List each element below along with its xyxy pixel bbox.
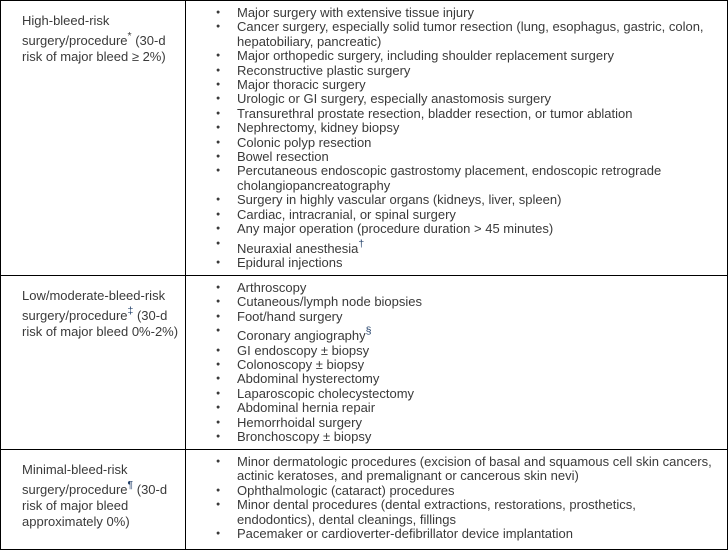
- list-item-text: Minor dermatologic procedures (excision of basal and squamous cell skin cancers, actinic keratoses, and premalignant or cancerous skin nevi): [237, 454, 712, 484]
- bullet-icon: ●: [216, 23, 221, 31]
- list-item: [186, 222, 715, 236]
- footnote-marker: †: [358, 237, 365, 250]
- list-item-text: Bronchoscopy ± biopsy: [237, 429, 372, 445]
- procedure-list-minimal: [186, 455, 715, 541]
- bullet-icon: ●: [216, 95, 221, 103]
- list-item: [186, 430, 715, 444]
- list-item-text: Reconstructive plastic surgery: [237, 62, 411, 78]
- list-item-text: Neuraxial anesthesia: [237, 240, 359, 256]
- list-item-text: Hemorrhoidal surgery: [237, 414, 362, 430]
- bullet-icon: ●: [216, 458, 221, 465]
- procedures-content-low-moderate: [186, 276, 727, 448]
- list-item: [186, 6, 715, 20]
- list-item-text: Abdominal hernia repair: [237, 400, 376, 416]
- bullet-icon: ●: [216, 210, 221, 218]
- list-item-text: Any major operation (procedure duration > 45 minutes): [237, 221, 554, 237]
- list-item-text: Cancer surgery, especially solid tumor resection (lung, esophagus, gastric, colon, hepatobiliary, pancreatic): [237, 19, 704, 49]
- list-item: [186, 455, 715, 484]
- footnote-marker-asterisk: *: [127, 30, 132, 42]
- bullet-icon: ●: [216, 389, 221, 397]
- list-item: [186, 92, 715, 106]
- bullet-icon: ●: [216, 404, 221, 412]
- bullet-icon: ●: [216, 298, 221, 306]
- table-row-minimal-bleed-risk: [1, 450, 728, 550]
- list-item: [186, 498, 715, 527]
- list-item: [186, 107, 715, 121]
- list-item: [186, 401, 715, 415]
- list-item-text: GI endoscopy ± biopsy: [237, 342, 370, 358]
- list-item: [186, 64, 715, 78]
- list-item: [186, 121, 715, 135]
- list-item-text: Epidural injections: [237, 254, 343, 270]
- list-item-text: Major thoracic surgery: [237, 77, 366, 93]
- procedure-list-low-moderate: [186, 281, 715, 444]
- list-item-text: Transurethral prostate resection, bladder resection, or tumor ablation: [237, 105, 633, 121]
- bullet-icon: ●: [216, 52, 221, 60]
- list-item: [186, 344, 715, 358]
- list-item-text: Cardiac, intracranial, or spinal surgery: [237, 206, 456, 222]
- list-item: [186, 324, 715, 343]
- category-text: Low/moderate-bleed-risk: [22, 288, 166, 303]
- risk-category-label-high: [1, 1, 185, 71]
- list-item: [186, 372, 715, 386]
- bullet-icon: ●: [216, 418, 221, 426]
- procedures-cell-minimal: [186, 450, 728, 550]
- list-item: [186, 484, 715, 498]
- category-text: Minimal-bleed-risk: [22, 462, 128, 477]
- bullet-icon: ●: [216, 530, 221, 538]
- bullet-icon: ●: [216, 346, 221, 354]
- bullet-icon: ●: [216, 9, 221, 16]
- category-text: surgery/procedure: [22, 482, 128, 497]
- list-item: [186, 208, 715, 222]
- risk-category-cell-minimal: [1, 450, 186, 550]
- list-item: [186, 281, 715, 295]
- list-item-text: Foot/hand surgery: [237, 308, 343, 324]
- list-item: [186, 136, 715, 150]
- list-item-text: Pacemaker or cardioverter-defibrillator device implantation: [237, 526, 573, 542]
- bullet-icon: ●: [216, 284, 221, 291]
- list-item-text: Colonic polyp resection: [237, 134, 372, 150]
- list-item-text: Arthroscopy: [237, 280, 307, 295]
- category-detail: (30-d risk of major bleed ≥ 2%): [22, 33, 166, 64]
- procedures-cell-low-moderate: [186, 276, 728, 450]
- bullet-icon: ●: [216, 138, 221, 146]
- footnote-marker-double-dagger: ‡: [127, 305, 134, 317]
- list-item-text: Nephrectomy, kidney biopsy: [237, 120, 400, 136]
- list-item-text: Colonoscopy ± biopsy: [237, 357, 365, 373]
- bullet-icon: ●: [216, 239, 221, 247]
- list-item-text: Surgery in highly vascular organs (kidneys, liver, spleen): [237, 192, 562, 208]
- bullet-icon: ●: [216, 196, 221, 204]
- risk-category-label-low-moderate: [1, 276, 185, 346]
- list-item: [186, 193, 715, 207]
- list-item: [186, 295, 715, 309]
- list-item-text: Cutaneous/lymph node biopsies: [237, 294, 423, 310]
- list-item-text: Urologic or GI surgery, especially anastomosis surgery: [237, 91, 552, 107]
- procedure-list-high: [186, 6, 715, 270]
- list-item: [186, 150, 715, 164]
- list-item-text: Percutaneous endoscopic gastrostomy placement, endoscopic retrograde cholangiopancreatography: [237, 163, 662, 193]
- list-item-text: Major surgery with extensive tissue injury: [237, 5, 474, 20]
- bullet-icon: ●: [216, 109, 221, 117]
- category-text: surgery/procedure: [22, 308, 128, 323]
- table-row-low-moderate-bleed-risk: [1, 276, 728, 450]
- footnote-marker: §: [365, 325, 372, 338]
- list-item: [186, 164, 715, 193]
- list-item: [186, 78, 715, 92]
- list-item-text: Minor dental procedures (dental extractions, restorations, prosthetics, endodontics), dental cleanings, fillings: [237, 497, 636, 527]
- risk-category-cell-low-moderate: [1, 276, 186, 450]
- bullet-icon: ●: [216, 361, 221, 369]
- list-item: [186, 358, 715, 372]
- list-item: [186, 49, 715, 63]
- list-item-text: Ophthalmologic (cataract) procedures: [237, 482, 455, 498]
- bullet-icon: ●: [216, 327, 221, 335]
- bullet-icon: ●: [216, 225, 221, 233]
- category-detail: (30-d risk of major bleed 0%-2%): [22, 308, 179, 339]
- list-item-text: Bowel resection: [237, 149, 329, 165]
- table-row-high-bleed-risk: [1, 1, 728, 276]
- bullet-icon: ●: [216, 433, 221, 441]
- list-item: [186, 387, 715, 401]
- bullet-icon: ●: [216, 312, 221, 320]
- list-item-text: Major orthopedic surgery, including shoulder replacement surgery: [237, 48, 614, 64]
- list-item: [186, 256, 715, 270]
- procedures-content-minimal: [186, 450, 727, 545]
- list-item: [186, 237, 715, 256]
- list-item: [186, 416, 715, 430]
- list-item: [186, 527, 715, 541]
- bullet-icon: ●: [216, 66, 221, 74]
- bullet-icon: ●: [216, 124, 221, 132]
- footnote-marker-pilcrow: ¶: [127, 479, 134, 491]
- category-detail: (30-d risk of major bleed approximately 0%): [22, 482, 168, 529]
- list-item-text: Coronary angiography: [237, 328, 366, 344]
- bullet-icon: ●: [216, 258, 221, 266]
- bullet-icon: ●: [216, 153, 221, 161]
- list-item: [186, 20, 715, 49]
- risk-category-label-minimal: [1, 450, 185, 536]
- bullet-icon: ●: [216, 167, 221, 175]
- bullet-icon: ●: [216, 375, 221, 383]
- procedures-content-high: [186, 1, 727, 274]
- risk-category-cell-high: [1, 1, 186, 276]
- procedures-cell-high: [186, 1, 728, 276]
- category-text: surgery/procedure: [22, 33, 128, 48]
- list-item: [186, 310, 715, 324]
- bullet-icon: ●: [216, 501, 221, 509]
- list-item-text: Abdominal hysterectomy: [237, 371, 380, 387]
- bullet-icon: ●: [216, 486, 221, 494]
- category-text: High-bleed-risk: [22, 13, 110, 28]
- list-item-text: Laparoscopic cholecystectomy: [237, 385, 415, 401]
- bullet-icon: ●: [216, 81, 221, 89]
